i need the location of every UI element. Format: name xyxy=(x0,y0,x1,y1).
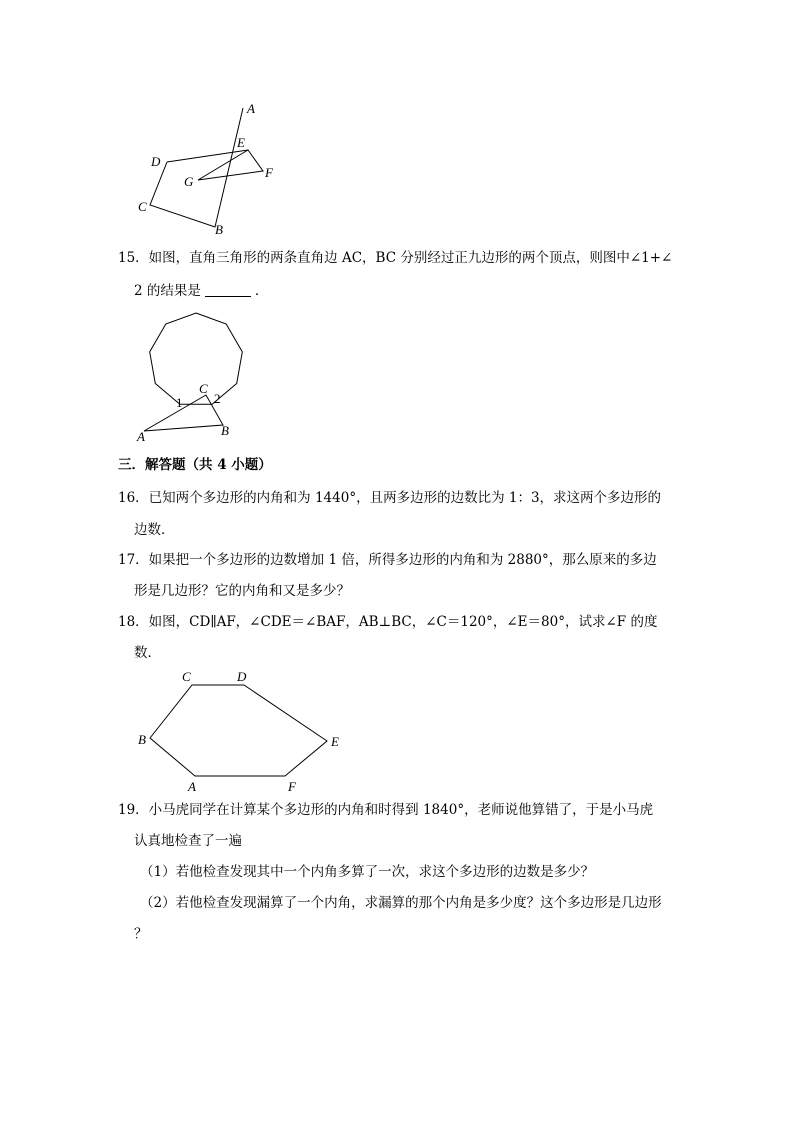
segment-de xyxy=(167,150,248,162)
label-b: B xyxy=(221,423,229,438)
section-heading: 三．解答题（共 4 小题） xyxy=(118,457,272,473)
right-triangle-abc xyxy=(144,395,223,431)
label-c: C xyxy=(138,199,147,214)
label-f: F xyxy=(265,165,273,180)
label-c: C xyxy=(182,669,191,684)
label-e: E xyxy=(331,734,339,749)
figure-15-diagram xyxy=(130,305,260,445)
quadrilateral-dcb xyxy=(150,108,243,227)
q16-line1: 16．已知两个多边形的内角和为 1440°，且两多边形的边数比为 1：3，求这两个多边形的 xyxy=(118,490,662,506)
label-a: A xyxy=(247,101,255,116)
label-e: E xyxy=(237,135,245,150)
q19-part2: （2）若他检查发现漏算了一个内角，求漏算的那个内角是多少度？这个多边形是几边形 xyxy=(140,895,662,911)
label-angle-2: 2 xyxy=(214,391,221,406)
label-f: F xyxy=(288,779,296,794)
label-angle-1: 1 xyxy=(176,395,183,410)
q15-line2: 2 的结果是 ． xyxy=(134,283,269,299)
q18-line1: 18．如图，CD∥AF，∠CDE＝∠BAF，AB⊥BC，∠C＝120°，∠E＝80°，试求∠F 的度 xyxy=(118,614,658,630)
q18-line2: 数． xyxy=(134,645,161,661)
label-a: A xyxy=(188,779,196,794)
q17-line1: 17．如果把一个多边形的边数增加 1 倍，所得多边形的内角和为 2880°，那么原来的多边 xyxy=(118,552,657,568)
q19-line1: 19．小马虎同学在计算某个多边形的内角和时得到 1840°，老师说他算错了，于是小马虎 xyxy=(118,802,654,818)
label-d: D xyxy=(237,669,247,684)
label-b: B xyxy=(138,732,146,747)
regular-nonagon xyxy=(150,313,243,404)
q16-line2: 边数． xyxy=(134,522,175,538)
q17-line2: 形是几边形？它的内角和又是多少？ xyxy=(134,583,350,599)
label-d: D xyxy=(151,154,161,169)
answer-blank[interactable] xyxy=(205,282,251,297)
label-c: C xyxy=(199,381,208,396)
label-g: G xyxy=(184,174,194,189)
figure-14-diagram xyxy=(130,100,290,240)
q19-part1: （1）若他检查发现其中一个内角多算了一次，求这个多边形的边数是多少？ xyxy=(140,864,595,880)
triangle-efg xyxy=(198,150,263,180)
label-a: A xyxy=(137,429,145,444)
label-b: B xyxy=(215,222,223,237)
figure-18-diagram xyxy=(130,662,350,796)
q19-part2-end: ？ xyxy=(134,926,148,942)
q19-line2: 认真地检查了一遍 xyxy=(134,833,242,849)
hexagon-abcdef xyxy=(150,685,327,776)
q15-line1: 15．如图，直角三角形的两条直角边 AC，BC 分别经过正九边形的两个顶点，则图中∠1+∠ xyxy=(118,250,673,266)
